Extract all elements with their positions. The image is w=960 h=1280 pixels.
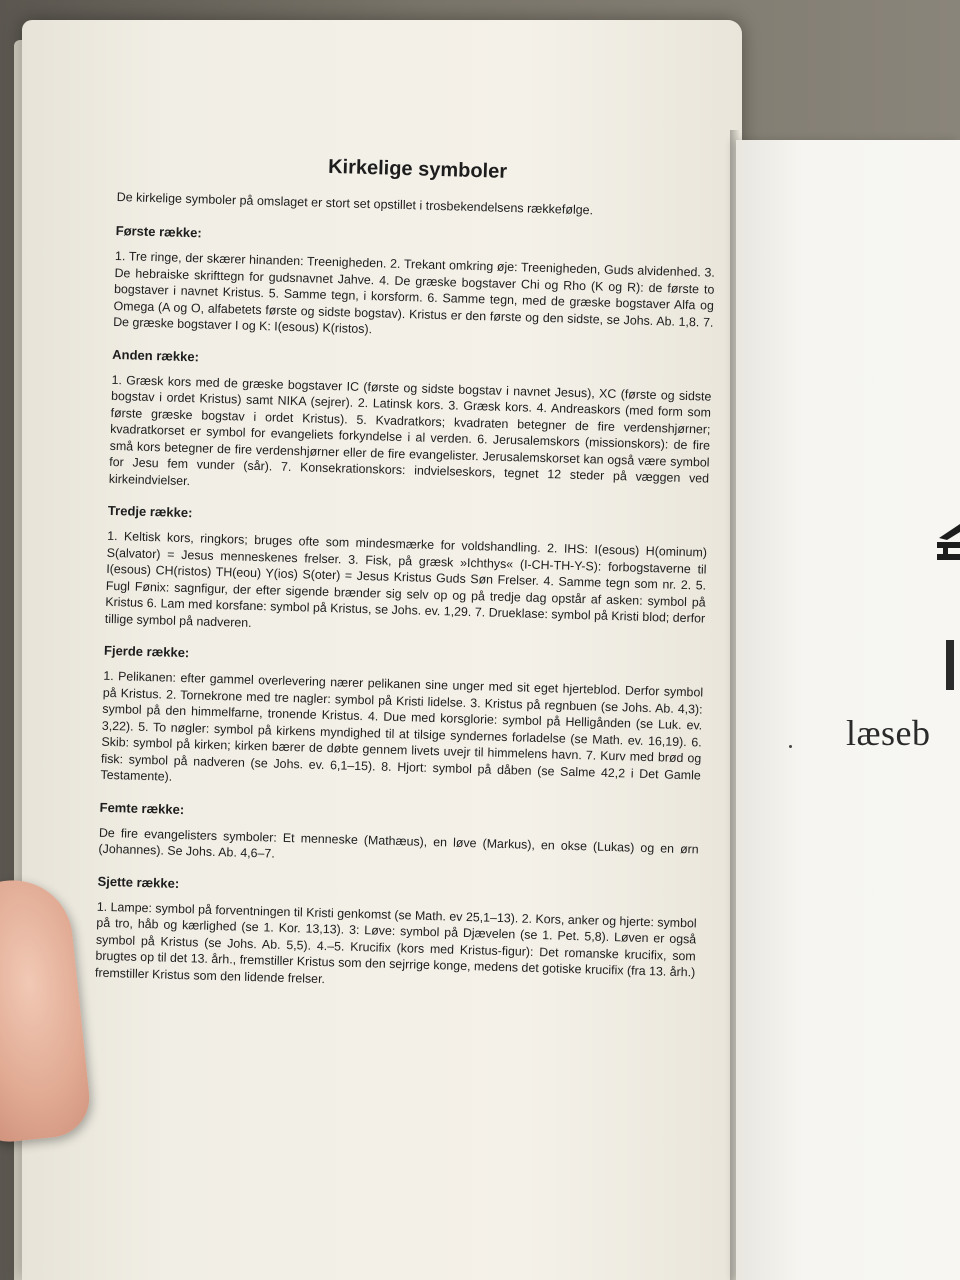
section-heading-3: Tredje række:: [107, 502, 193, 521]
page-content: [94, 150, 717, 1013]
section-text-4: 1. Pelikanen: efter gammel overlevering nærer pelikanen sine unger med sit eget hjerteblod. Derfor symbol på Kristus. 2. Tornekrone med tre nagler: symbol på Kristi lidelse. 3. Kristus på regnbuen (se Johs. Ab. 4,3): symbol på den himmelfarne, tronende Kristus. 4. Due med korsglorie: symbol på Helligånden (se Luk. ev. 3,22). 5. To nøgler: symbol på kirkens myndighed til at tilsige syndernes forladelse (se Math. ev. 16,19). 6. Skib: symbol på kirken; kirken bærer de døbte gennem livets uvejr til himmelens havn. 7. Kurv med brød og fisk: symbol på nadveren (se Johs. ev. 6,1–15). 8. Hjort: symbol på dåben (se Salme 42,2 i Det Gamle Testamente).: [100, 668, 704, 784]
section-text-6: 1. Lampe: symbol på forventningen til Kristi genkomst (se Math. ev 25,1–13). 2. Kors, anker og hjerte: symbol på tro, håb og kærlighed (se 1. Kor. 13,13). 3: Løve: symbol på Djævelen (se 1. Pet. 5,8). Løven er også symbol på Kristus (se Johs. Ab. 5,5). 4.–5. Krucifix (kors med Kristus-figur): Det romanske krucifix, som brugtes op til det 13. årh., fremstiller Kristus som den sejrrige konge, medens det gotiske krucifix (fra 13. årh.) fremstiller Kristus som den lidende frelser.: [94, 899, 697, 986]
section-text-3: 1. Keltisk kors, ringkors; bruges ofte som mindesmærke for voldshandling. 2. IHS: I(esous) H(ominum) S(alvator) = Jesus menneskenes frelser. 3. Fisk, på græsk »Ichthys« (I-CH-TH-Y-S): forbogstaverne til I(esous) CH(ristos) TH(eou) Y(ios) S(oter) = Jesus Kristus Guds Søn Frelser. 4. Samme tegn som nr. 2. 5. Fugl Fønix: sagnfigur, der efter sigende brænder sig selv op og på tredje dag opstår af asken: symbol på Kristus 6. Lam med korsfane: symbol på Kristus, se Johs. ev. 1,29. 7. Drueklase: symbol på Kristi blod; derfor tillige symbol på nadveren.: [104, 528, 708, 630]
page-title: Kirkelige symboler: [327, 155, 508, 183]
partial-title-letter: [940, 640, 960, 698]
section-text-1: 1. Tre ringe, der skærer hinanden: Treenigheden. 2. Trekant omkring øje: Treenigheden, Guds alvidenhed. 3. De hebraiske skrifttegn for gudsnavnet Jahve. 4. De græske bogstaver Chi og Rho (K og R): de første to bogstaver i navnet Kristus. 5. Samme tegn, i korsform. 6. Samme tegn, med de græske bogstaver Alfa og Omega (A og O, alfabetets første og sidste bogstav). Kristus er den første og den sidste, se Johs. Ab. 1,8. 7. De græske bogstaver I og K: I(esous) K(ristos).: [113, 248, 716, 337]
partial-emblem-icon: [935, 520, 960, 566]
page-speck: [789, 745, 792, 748]
right-book-page: [736, 140, 960, 1280]
section-heading-2: Anden række:: [112, 346, 200, 364]
intro-paragraph: De kirkelige symboler på omslaget er stort set opstillet i trosbekendelsens rækkefølge.: [116, 189, 594, 218]
section-heading-1: Første række:: [115, 222, 202, 241]
section-text-2: 1. Græsk kors med de græske bogstaver IC (første og sidste bogstav i navnet Jesus), XC (første og sidste bogstav i ordet Kristus) samt NIKA (sejrer). 2. Latinsk kors. 3. Græsk kors. 4. Andreaskors (med form som første græske bogstav i ordet Kristus). 5. Kvadratkors; kvadraten betegner de fire verdenshjørner; kvadratkorset er symbol for evangeliets forkyndelse i al verden. 6. Jerusalemskors (missionskors): de fire små kors betegner de fire verdenshjørner eller de fire evangelister. Jerusalemskorset kan også være symbol for Jesu fem vunder (sår). 7. Konsekrationskors: indvielseskors, tegnet 12 steder på væggen ved kirkeindvielser.: [108, 372, 712, 488]
section-heading-4: Fjerde række:: [103, 642, 190, 661]
section-text-5: De fire evangelisters symboler: Et menneske (Mathæus), en løve (Markus), en okse (Lukas) og en ørn (Johannes). Se Johs. Ab. 4,6–7.: [98, 825, 699, 861]
right-page-title-fragment: læseb: [846, 713, 931, 753]
section-heading-6: Sjette række:: [97, 873, 180, 891]
section-heading-5: Femte række:: [99, 799, 185, 817]
